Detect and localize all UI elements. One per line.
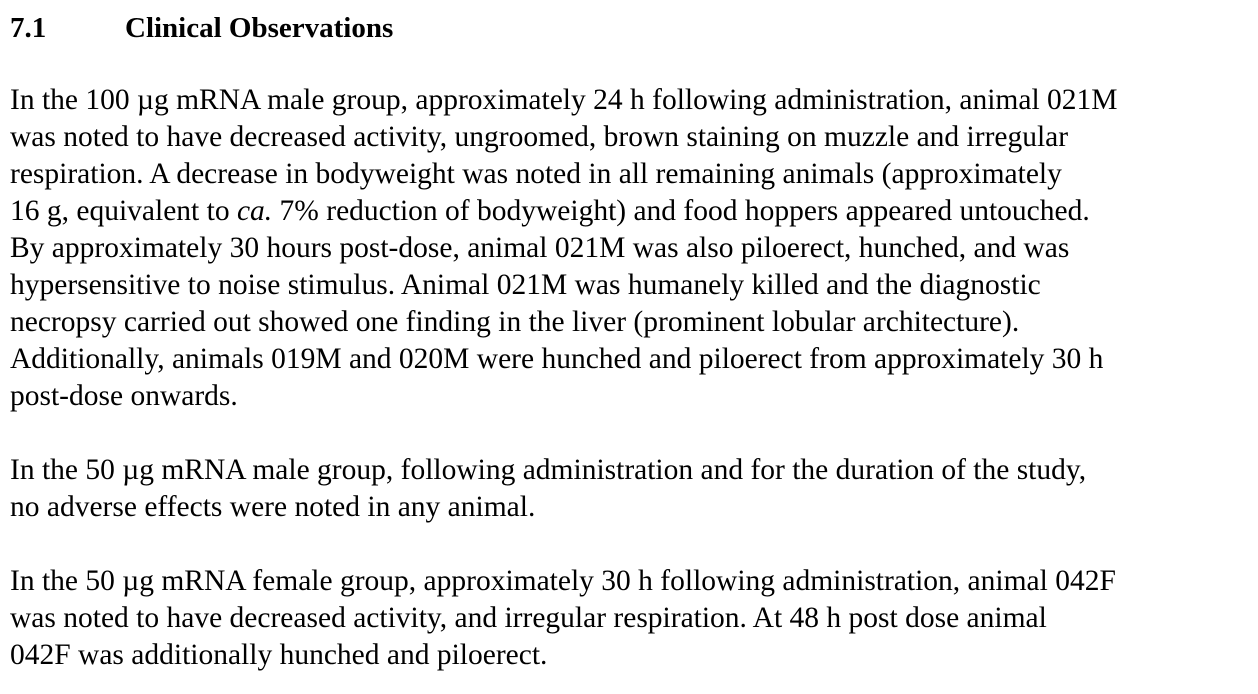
- text-line: In the 50 µg mRNA female group, approximately 30 h following administration, animal 042F: [10, 565, 1116, 597]
- text-line: was noted to have decreased activity, ungroomed, brown staining on muzzle and irregular: [10, 121, 1069, 153]
- paragraph-100ug-male: [10, 82, 1250, 415]
- section-title: Clinical Observations: [125, 12, 394, 44]
- text-line: [10, 193, 1250, 230]
- text-line: Additionally, animals 019M and 020M were hunched and piloerect from approximately 30 h: [10, 343, 1104, 375]
- text-line: was noted to have decreased activity, and irregular respiration. At 48 h post dose animal: [10, 602, 1047, 634]
- section-heading: [10, 8, 1250, 48]
- text-line: 042F was additionally hunched and piloerect.: [10, 639, 548, 671]
- italic-abbreviation: ca.: [236, 195, 273, 227]
- text-line: necropsy carried out showed one finding in the liver (prominent lobular architecture).: [10, 306, 1020, 338]
- text-line: no adverse effects were noted in any animal.: [10, 491, 536, 523]
- section-number: 7.1: [10, 12, 47, 44]
- text-line: hypersensitive to noise stimulus. Animal 021M was humanely killed and the diagnostic: [10, 269, 1041, 301]
- text-line: By approximately 30 hours post-dose, animal 021M was also piloerect, hunched, and was: [10, 232, 1070, 264]
- text-segment: 7% reduction of bodyweight) and food hoppers appeared untouched.: [272, 195, 1090, 227]
- text-segment: 16 g, equivalent to: [10, 195, 237, 227]
- paragraph-50ug-male: [10, 452, 1250, 526]
- paragraph-50ug-female: [10, 563, 1250, 674]
- text-line: In the 100 µg mRNA male group, approximately 24 h following administration, animal 021M: [10, 84, 1118, 116]
- text-line: post-dose onwards.: [10, 380, 238, 412]
- text-line: respiration. A decrease in bodyweight was noted in all remaining animals (approximately: [10, 158, 1062, 190]
- text-line: In the 50 µg mRNA male group, following administration and for the duration of the study,: [10, 454, 1087, 486]
- document-page: [10, 8, 1250, 674]
